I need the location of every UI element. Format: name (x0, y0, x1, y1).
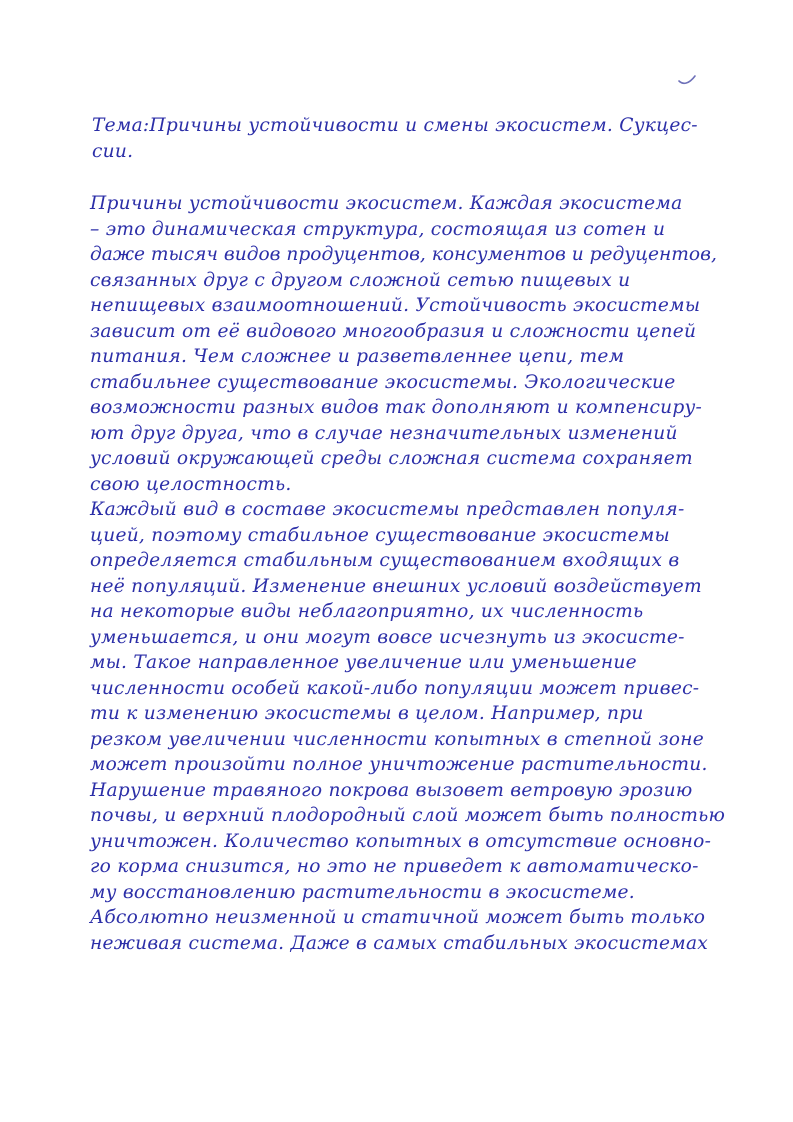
text-line: резком увеличении численности копытных в степной зоне (90, 728, 704, 750)
paragraph-populations (88, 497, 724, 956)
text-line: питания. Чем сложнее и разветвленнее цепи, тем (90, 346, 625, 367)
text-line: условий окружающей среды сложная система сохраняет (90, 448, 693, 469)
text-line: стабильнее существование экосистемы. Экологические (90, 371, 676, 393)
title-line: Тема:Причины устойчивости и смены экосистем. Сукцес- (92, 115, 698, 136)
paragraph-stability-causes (88, 191, 724, 497)
text-line: почвы, и верхний плодородный слой может быть полностью (90, 805, 726, 826)
text-line: ти к изменению экосистемы в целом. Например, при (90, 703, 644, 724)
text-line: неё популяций. Изменение внешних условий воздействует (90, 575, 702, 597)
pen-mark (676, 72, 698, 88)
text-line: может произойти полное уничтожение растительности. (90, 754, 708, 775)
text-line: Причины устойчивости экосистем. Каждая экосистема (90, 193, 683, 214)
text-line: уменьшается, и они могут вовсе исчезнуть из экосисте- (90, 626, 685, 648)
page-title (88, 113, 724, 164)
text-line: Нарушение травяного покрова вызовет ветровую эрозию (90, 779, 693, 801)
text-line: Каждый вид в составе экосистемы представлен популя- (90, 499, 685, 520)
text-line: Абсолютно неизменной и статичной может быть только (90, 907, 706, 928)
text-line: ют друг друга, что в случае незначительных изменений (90, 422, 678, 444)
text-line: уничтожен. Количество копытных в отсутствие основно- (90, 830, 712, 852)
text-line: цией, поэтому стабильное существование экосистемы (90, 524, 670, 546)
text-line: численности особей какой-либо популяции может привес- (90, 677, 700, 699)
text-line: свою целостность. (90, 473, 292, 495)
text-line: го корма снизится, но это не приведет к автоматическо- (90, 856, 699, 877)
text-line: неживая система. Даже в самых стабильных экосистемах (90, 932, 709, 954)
text-line: на некоторые виды неблагоприятно, их численность (90, 601, 644, 622)
title-line: сии. (92, 140, 134, 162)
text-line: даже тысяч видов продуцентов, консументов и редуцентов, (90, 244, 717, 265)
text-line: зависит от её видового многообразия и сложности цепей (90, 320, 697, 342)
text-line: связанных друг с другом сложной сетью пищевых и (90, 269, 631, 291)
text-line: непищевых взаимоотношений. Устойчивость экосистемы (90, 295, 701, 316)
handwritten-text (88, 113, 724, 956)
text-line: возможности разных видов так дополняют и компенсиру- (90, 397, 703, 418)
text-line: му восстановлению растительности в экосистеме. (90, 881, 635, 903)
text-line: определяется стабильным существованием входящих в (90, 550, 680, 571)
text-line: мы. Такое направленное увеличение или уменьшение (90, 652, 637, 673)
text-line: – это динамическая структура, состоящая из сотен и (90, 218, 666, 240)
